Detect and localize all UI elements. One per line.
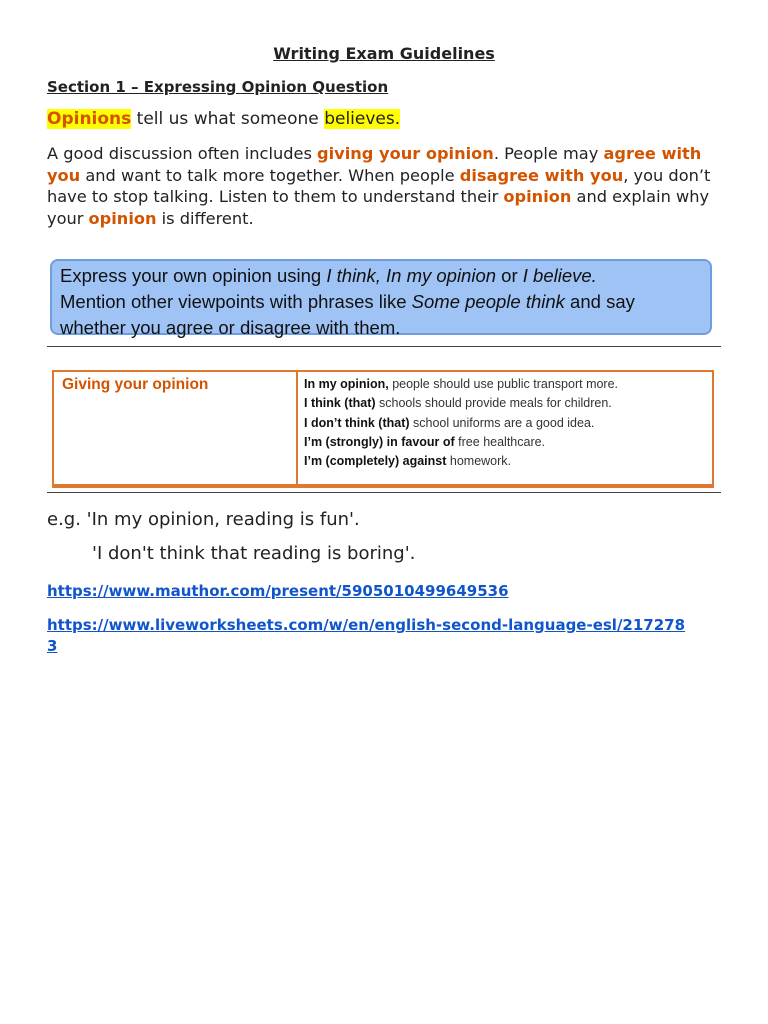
phrase-starter: I’m (completely) against <box>304 454 447 469</box>
para-text: A good discussion often includes <box>47 144 318 163</box>
divider <box>47 492 721 493</box>
para-text: and explain why your <box>47 187 710 228</box>
phrase-rest: school uniforms are a good idea. <box>409 415 595 430</box>
page-title: Writing Exam Guidelines <box>273 44 495 63</box>
example-phrase-row <box>304 452 706 471</box>
para-text: . People may <box>493 144 604 163</box>
callout-phrase: I think, In my opinion <box>326 265 497 286</box>
example-line-2: 'I don't think that reading is boring'. <box>92 543 416 564</box>
phrase-starter: I’m (strongly) in favour of <box>304 434 455 449</box>
keyword: opinion <box>88 208 157 228</box>
keyword: disagree with you <box>459 165 624 185</box>
example-phrase-row <box>304 414 706 433</box>
keyword: agree with you <box>47 144 702 185</box>
discussion-paragraph <box>47 143 717 229</box>
example-line-1: e.g. 'In my opinion, reading is fun'. <box>47 509 360 530</box>
phrase-rest: free healthcare. <box>454 434 546 449</box>
tip-callout-box <box>50 259 712 338</box>
phrase-starter: I think (that) <box>304 396 376 411</box>
table-heading-cell: Giving your opinion <box>54 372 298 486</box>
para-text: is different. <box>156 208 254 228</box>
intro-sentence <box>47 109 400 129</box>
example-phrase-row <box>304 394 706 413</box>
para-text: , you don’t have to stop talking. Listen to them to understand their <box>47 165 711 206</box>
callout-text: Mention other viewpoints with phrases like <box>60 291 412 312</box>
callout-phrase: Some people think <box>411 291 565 312</box>
table-examples-cell <box>298 372 712 486</box>
callout-text: Express your own opinion using <box>60 265 327 286</box>
divider <box>47 346 721 347</box>
example-phrase-row <box>304 375 706 394</box>
believes-highlight: believes. <box>324 109 401 129</box>
section-heading: Section 1 – Expressing Opinion Question <box>47 78 389 96</box>
mauthor-link[interactable]: https://www.mauthor.com/present/5905010499649536 <box>47 582 509 600</box>
table-bottom-border <box>52 484 714 486</box>
phrase-rest: people should use public transport more. <box>388 377 619 391</box>
keyword: giving your opinion <box>317 144 494 163</box>
intro-text: tell us what someone <box>131 109 325 129</box>
callout-phrase: I believe. <box>522 265 597 286</box>
example-phrase-row <box>304 433 706 452</box>
phrase-rest: schools should provide meals for children. <box>375 396 612 411</box>
keyword: opinion <box>503 187 572 206</box>
phrase-rest: homework. <box>446 454 512 469</box>
callout-text: or <box>496 265 523 286</box>
para-text: and want to talk more together. When people <box>80 165 460 185</box>
opinions-term: Opinions <box>47 109 132 129</box>
phrases-table <box>52 370 714 488</box>
callout-text: and say whether you agree or disagree with them. <box>60 291 635 338</box>
phrase-starter: In my opinion, <box>304 377 389 391</box>
liveworksheets-link[interactable]: https://www.liveworksheets.com/w/en/english-second-language-esl/2172783 <box>47 616 686 655</box>
phrase-starter: I don’t think (that) <box>304 415 410 430</box>
